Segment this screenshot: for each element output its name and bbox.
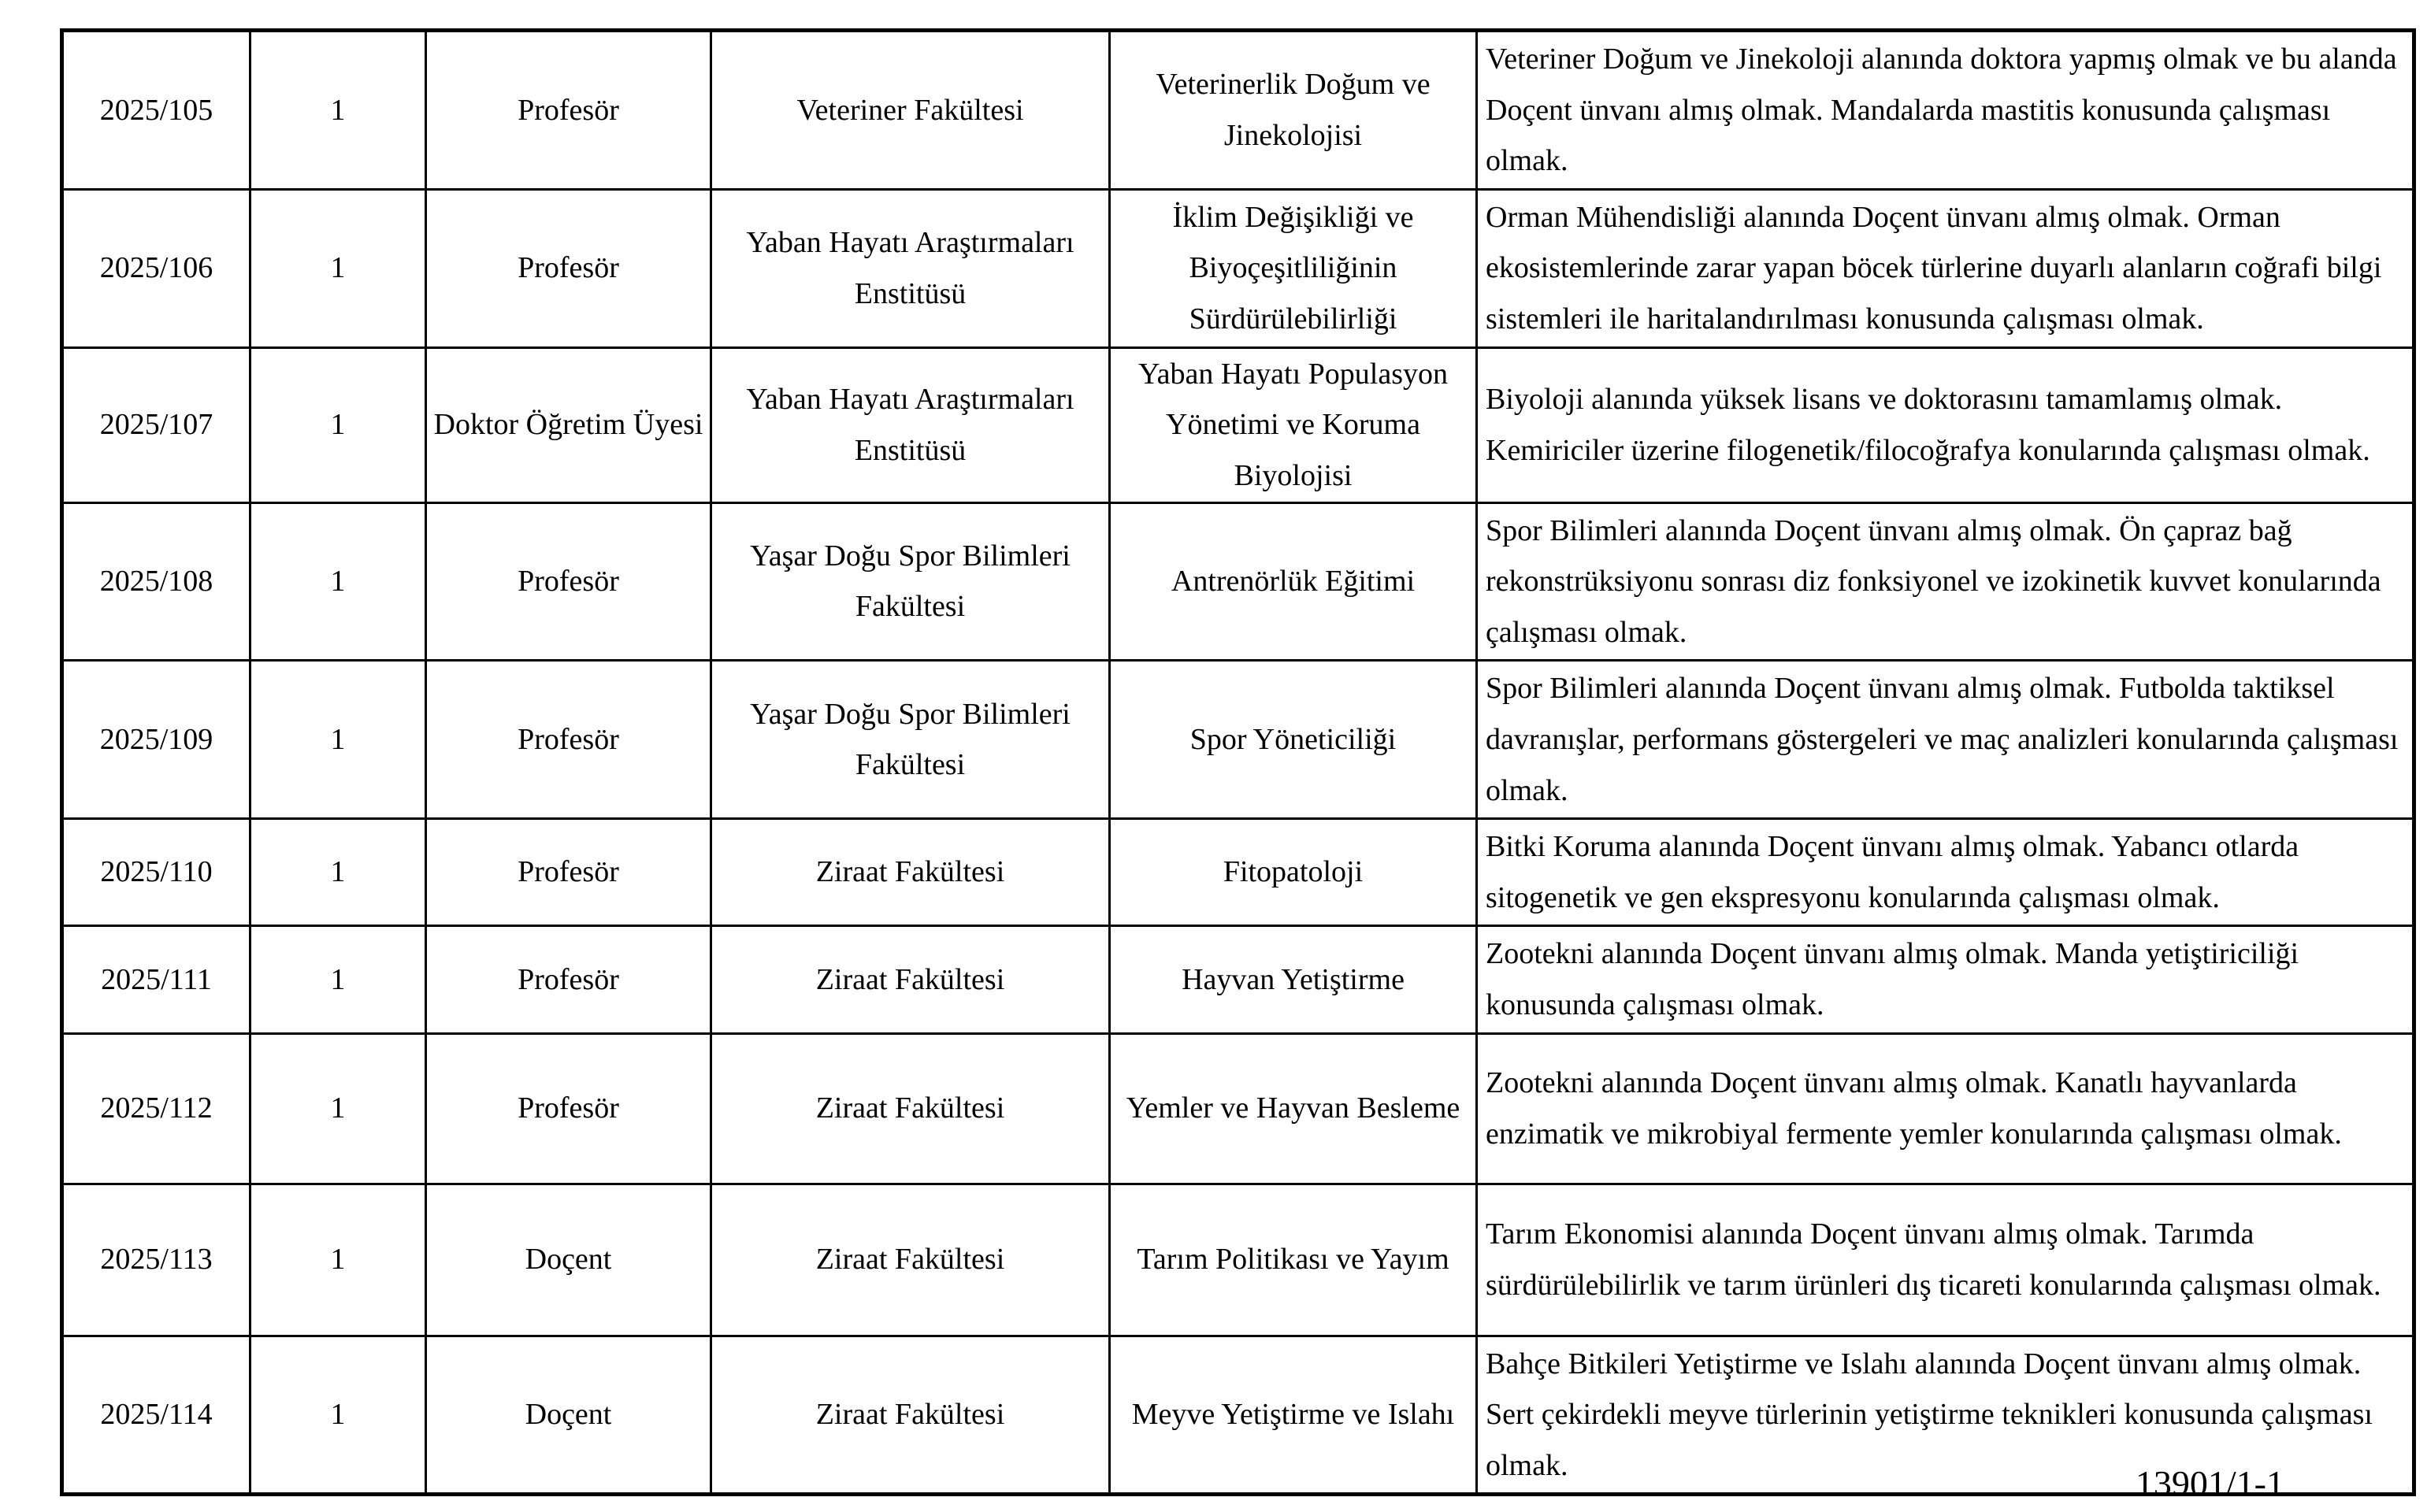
cell-title: Doçent (426, 1336, 711, 1495)
cell-description: Spor Bilimleri alanında Doçent ünvanı almış olmak. Ön çapraz bağ rekonstrüksiyonu sonrası diz fonksiyonel ve izokinetik kuvvet konularında çalışması olmak. (1477, 502, 2414, 661)
cell-description: Tarım Ekonomisi alanında Doçent ünvanı almış olmak. Tarımda sürdürülebilirlik ve tarım ürünleri dış ticareti konularında çalışması olmak. (1477, 1184, 2414, 1336)
cell-unit: Veteriner Fakültesi (711, 31, 1110, 190)
cell-count: 1 (250, 1033, 426, 1184)
cell-title: Profesör (426, 819, 711, 926)
cell-field: Yaban Hayatı Populasyon Yönetimi ve Koruma Biyolojisi (1110, 347, 1477, 502)
positions-table (60, 28, 2416, 1496)
cell-ref: 2025/108 (62, 502, 250, 661)
table-row (62, 502, 2414, 661)
cell-ref: 2025/106 (62, 189, 250, 347)
cell-title: Profesör (426, 189, 711, 347)
cell-unit: Yaşar Doğu Spor Bilimleri Fakültesi (711, 661, 1110, 819)
table-row (62, 926, 2414, 1033)
table-row (62, 1336, 2414, 1495)
cell-unit: Ziraat Fakültesi (711, 1336, 1110, 1495)
cell-description: Biyoloji alanında yüksek lisans ve doktorasını tamamlamış olmak. Kemiriciler üzerine filogenetik/filocoğrafya konularında çalışması olmak. (1477, 347, 2414, 502)
cell-field: Tarım Politikası ve Yayım (1110, 1184, 1477, 1336)
cell-field: Yemler ve Hayvan Besleme (1110, 1033, 1477, 1184)
cell-description: Zootekni alanında Doçent ünvanı almış olmak. Manda yetiştiriciliği konusunda çalışması olmak. (1477, 926, 2414, 1033)
cell-ref: 2025/111 (62, 926, 250, 1033)
cell-ref: 2025/113 (62, 1184, 250, 1336)
table-row (62, 1033, 2414, 1184)
cell-field: Veterinerlik Doğum ve Jinekolojisi (1110, 31, 1477, 190)
cell-ref: 2025/107 (62, 347, 250, 502)
cell-description: Orman Mühendisliği alanında Doçent ünvanı almış olmak. Orman ekosistemlerinde zarar yapan böcek türlerine duyarlı alanların coğrafi bilgi sistemleri ile haritalandırılması konusunda çalışması olmak. (1477, 189, 2414, 347)
cell-description: Bitki Koruma alanında Doçent ünvanı almış olmak. Yabancı otlarda sitogenetik ve gen ekspresyonu konularında çalışması olmak. (1477, 819, 2414, 926)
cell-count: 1 (250, 926, 426, 1033)
positions-table-wrap (60, 28, 2416, 1496)
table-row (62, 819, 2414, 926)
cell-count: 1 (250, 502, 426, 661)
table-row (62, 31, 2414, 190)
cell-count: 1 (250, 189, 426, 347)
cell-title: Doktor Öğretim Üyesi (426, 347, 711, 502)
cell-title: Profesör (426, 661, 711, 819)
cell-field: Spor Yöneticiliği (1110, 661, 1477, 819)
cell-count: 1 (250, 31, 426, 190)
table-row (62, 347, 2414, 502)
cell-field: Hayvan Yetiştirme (1110, 926, 1477, 1033)
cell-description: Bahçe Bitkileri Yetiştirme ve Islahı alanında Doçent ünvanı almış olmak. Sert çekirdekli meyve türlerinin yetiştirme teknikleri konusunda çalışması olmak. (1477, 1336, 2414, 1495)
cell-title: Profesör (426, 31, 711, 190)
cell-unit: Yaban Hayatı Araştırmaları Enstitüsü (711, 347, 1110, 502)
cell-unit: Ziraat Fakültesi (711, 926, 1110, 1033)
cell-count: 1 (250, 661, 426, 819)
cell-count: 1 (250, 1336, 426, 1495)
cell-field: İklim Değişikliği ve Biyoçeşitliliğinin Sürdürülebilirliği (1110, 189, 1477, 347)
cell-unit: Ziraat Fakültesi (711, 1033, 1110, 1184)
cell-count: 1 (250, 819, 426, 926)
cell-unit: Ziraat Fakültesi (711, 1184, 1110, 1336)
cell-description: Zootekni alanında Doçent ünvanı almış olmak. Kanatlı hayvanlarda enzimatik ve mikrobiyal fermente yemler konularında çalışması olmak. (1477, 1033, 2414, 1184)
cell-field: Antrenörlük Eğitimi (1110, 502, 1477, 661)
cell-ref: 2025/114 (62, 1336, 250, 1495)
cell-ref: 2025/105 (62, 31, 250, 190)
cell-unit: Ziraat Fakültesi (711, 819, 1110, 926)
table-row (62, 661, 2414, 819)
cell-description: Veteriner Doğum ve Jinekoloji alanında doktora yapmış olmak ve bu alanda Doçent ünvanı almış olmak. Mandalarda mastitis konusunda çalışması olmak. (1477, 31, 2414, 190)
table-row (62, 1184, 2414, 1336)
cell-ref: 2025/110 (62, 819, 250, 926)
cell-count: 1 (250, 1184, 426, 1336)
cell-title: Doçent (426, 1184, 711, 1336)
page-number: 13901/1-1 (2135, 1463, 2284, 1503)
cell-ref: 2025/109 (62, 661, 250, 819)
cell-title: Profesör (426, 1033, 711, 1184)
cell-field: Meyve Yetiştirme ve Islahı (1110, 1336, 1477, 1495)
table-row (62, 189, 2414, 347)
cell-count: 1 (250, 347, 426, 502)
cell-title: Profesör (426, 502, 711, 661)
cell-title: Profesör (426, 926, 711, 1033)
cell-description: Spor Bilimleri alanında Doçent ünvanı almış olmak. Futbolda taktiksel davranışlar, performans göstergeleri ve maç analizleri konularında çalışması olmak. (1477, 661, 2414, 819)
cell-unit: Yaban Hayatı Araştırmaları Enstitüsü (711, 189, 1110, 347)
cell-field: Fitopatoloji (1110, 819, 1477, 926)
cell-unit: Yaşar Doğu Spor Bilimleri Fakültesi (711, 502, 1110, 661)
cell-ref: 2025/112 (62, 1033, 250, 1184)
